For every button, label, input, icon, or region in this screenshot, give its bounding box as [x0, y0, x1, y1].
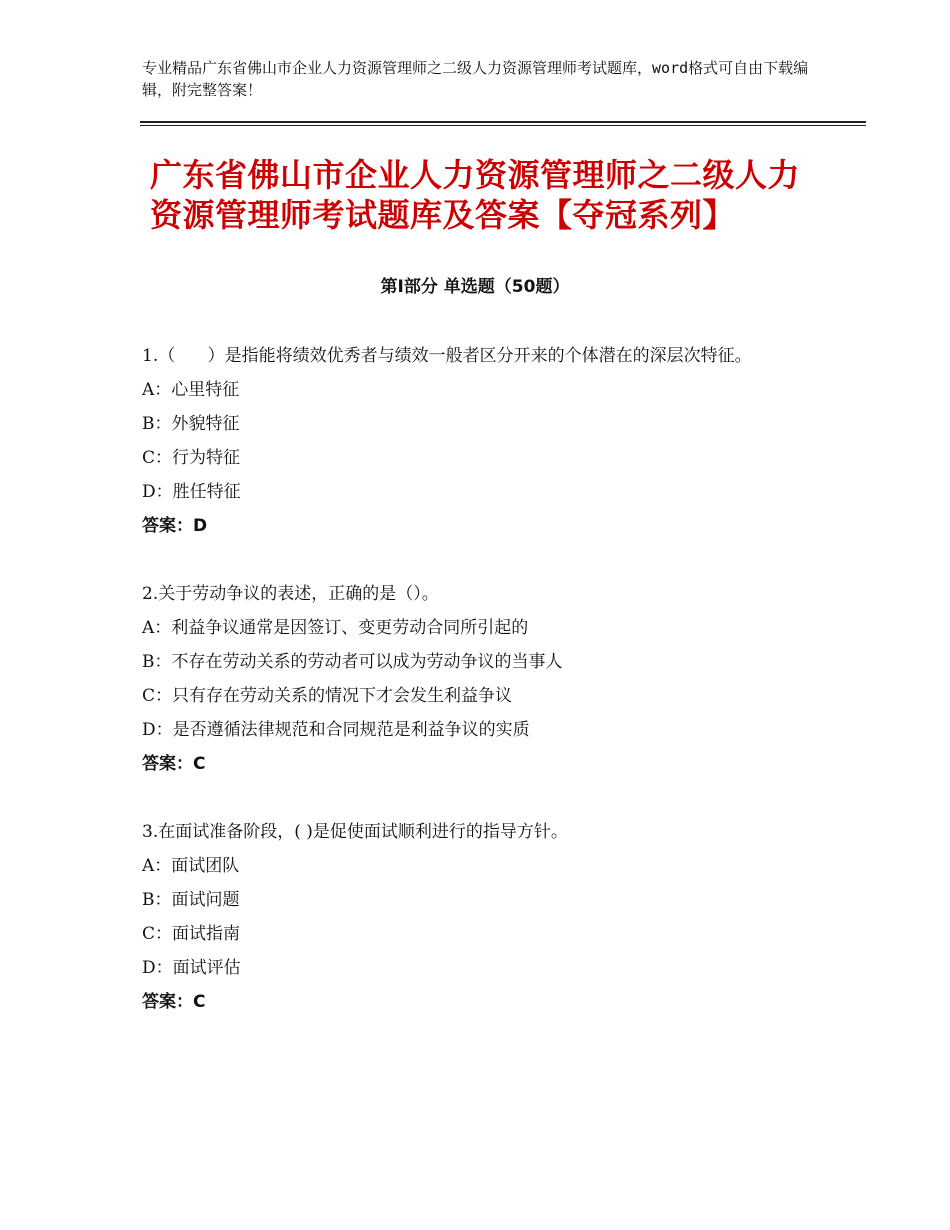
question-spacer: [142, 781, 822, 815]
option-d: D：是否遵循法律规范和合同规范是利益争议的实质: [142, 720, 530, 740]
option-d: D：胜任特征: [142, 482, 241, 502]
header-note: 专业精品广东省佛山市企业人力资源管理师之二级人力资源管理师考试题库，word格式可自由下载编辑，附完整答案！: [142, 59, 809, 99]
question-2: [142, 577, 822, 781]
option-a: A：心里特征: [142, 380, 240, 400]
document-title: 广东省佛山市企业人力资源管理师之二级人力资源管理师考试题库及答案【夺冠系列】: [150, 156, 801, 234]
option-b: B：不存在劳动关系的劳动者可以成为劳动争议的当事人: [142, 652, 563, 672]
option-c: C：行为特征: [142, 448, 241, 468]
header-divider-thin: [140, 125, 866, 126]
option-b: B：面试问题: [142, 890, 240, 910]
option-a: A：利益争议通常是因签订、变更劳动合同所引起的: [142, 618, 529, 638]
question-3: [142, 815, 822, 1019]
option-a: A：面试团队: [142, 856, 240, 876]
question-spacer: [142, 543, 822, 577]
question-stem: 2.关于劳动争议的表述，正确的是（）。: [142, 584, 439, 604]
question-1: [142, 339, 822, 543]
question-list: [142, 339, 822, 1019]
option-d: D：面试评估: [142, 958, 241, 978]
question-stem: 3.在面试准备阶段，( )是促使面试顺利进行的指导方针。: [142, 822, 568, 842]
answer-line: 答案：C: [142, 754, 206, 774]
option-c: C：面试指南: [142, 924, 241, 944]
answer-line: 答案：C: [142, 992, 206, 1012]
section-heading: 第Ⅰ部分 单选题（50题）: [380, 277, 570, 297]
question-stem: 1.（ ）是指能将绩效优秀者与绩效一般者区分开来的个体潜在的深层次特征。: [142, 346, 752, 366]
header-divider-thick: [140, 121, 866, 123]
option-b: B：外貌特征: [142, 414, 240, 434]
answer-line: 答案：D: [142, 516, 208, 536]
option-c: C：只有存在劳动关系的情况下才会发生利益争议: [142, 686, 513, 706]
